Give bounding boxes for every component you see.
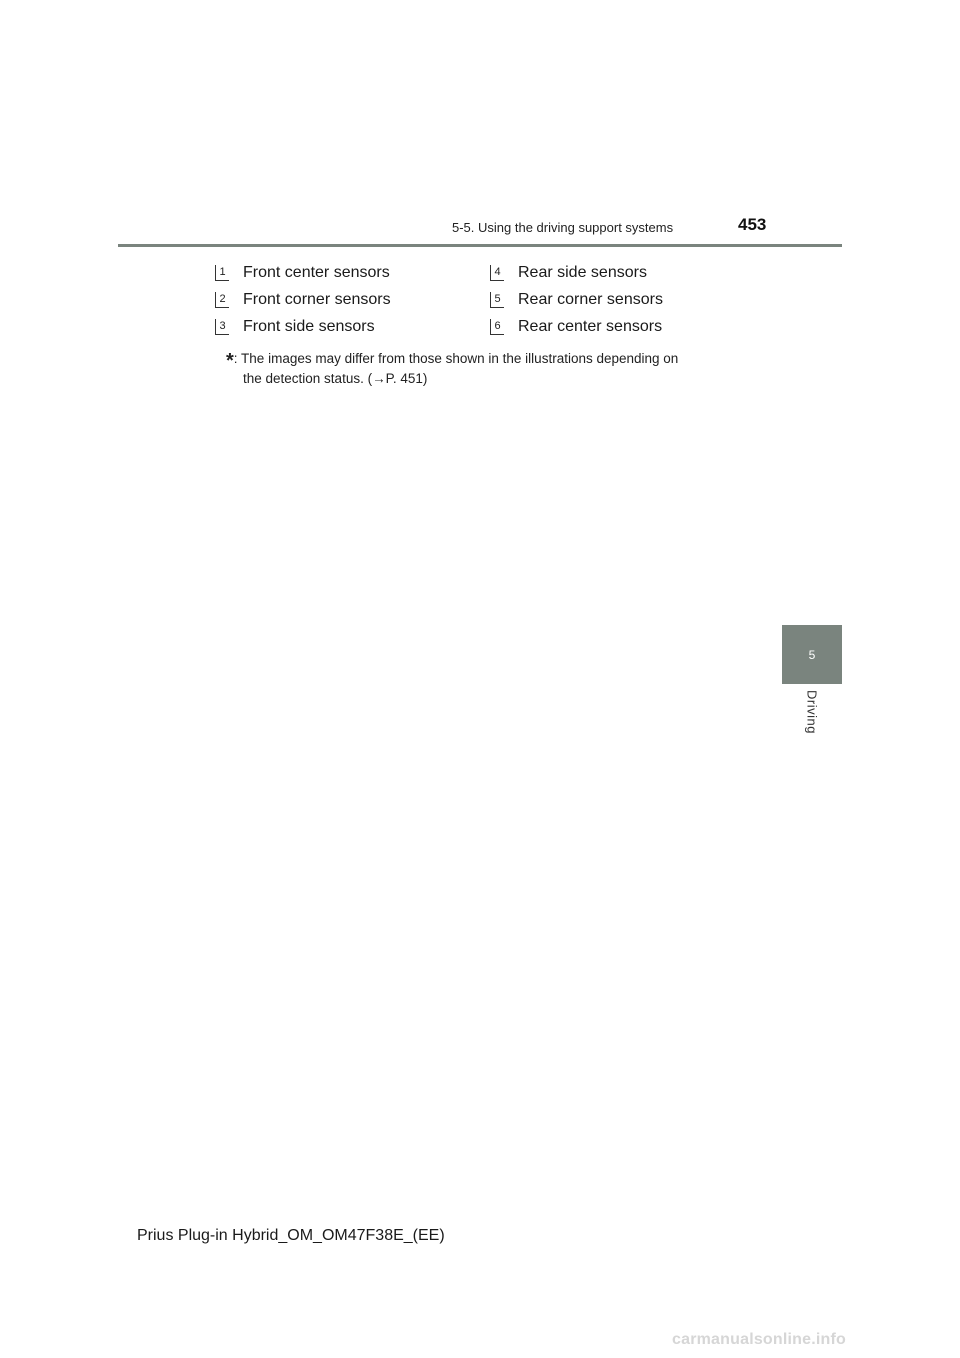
legend-item xyxy=(215,264,390,282)
page-number: 453 xyxy=(738,215,767,234)
watermark: carmanualsonline.info xyxy=(672,1331,847,1348)
legend-label: Rear side sensors xyxy=(518,264,647,281)
callout-number: 5 xyxy=(490,292,504,308)
chapter-label xyxy=(782,690,842,750)
callout-number: 1 xyxy=(215,265,229,281)
legend-item xyxy=(215,291,391,309)
legend-label: Front side sensors xyxy=(243,318,375,335)
legend-item xyxy=(490,264,647,282)
footnote-marker: * xyxy=(226,350,234,372)
callout-number: 3 xyxy=(215,319,229,335)
footnote-text-continued: the detection status. (→P. 451) xyxy=(243,371,428,386)
section-title: 5-5. Using the driving support systems xyxy=(452,220,674,235)
callout-number: 4 xyxy=(490,265,504,281)
footnote-text: : The images may differ from those shown in the illustrations depending on xyxy=(233,351,679,366)
chapter-number: 5 xyxy=(808,647,816,662)
header-divider xyxy=(118,244,842,247)
legend-item xyxy=(215,318,375,336)
chapter-title: Driving xyxy=(804,690,820,734)
legend-label: Rear center sensors xyxy=(518,318,663,335)
legend-item xyxy=(490,318,662,336)
callout-number: 2 xyxy=(215,292,229,308)
footnote xyxy=(226,350,756,388)
legend-label: Front corner sensors xyxy=(243,291,391,308)
chapter-tab xyxy=(782,625,842,684)
callout-number: 6 xyxy=(490,319,504,335)
footer-document-id: Prius Plug-in Hybrid_OM_OM47F38E_(EE) xyxy=(137,1227,445,1244)
legend-item xyxy=(490,291,663,309)
legend-label: Rear corner sensors xyxy=(518,291,663,308)
legend-label: Front center sensors xyxy=(243,264,390,281)
